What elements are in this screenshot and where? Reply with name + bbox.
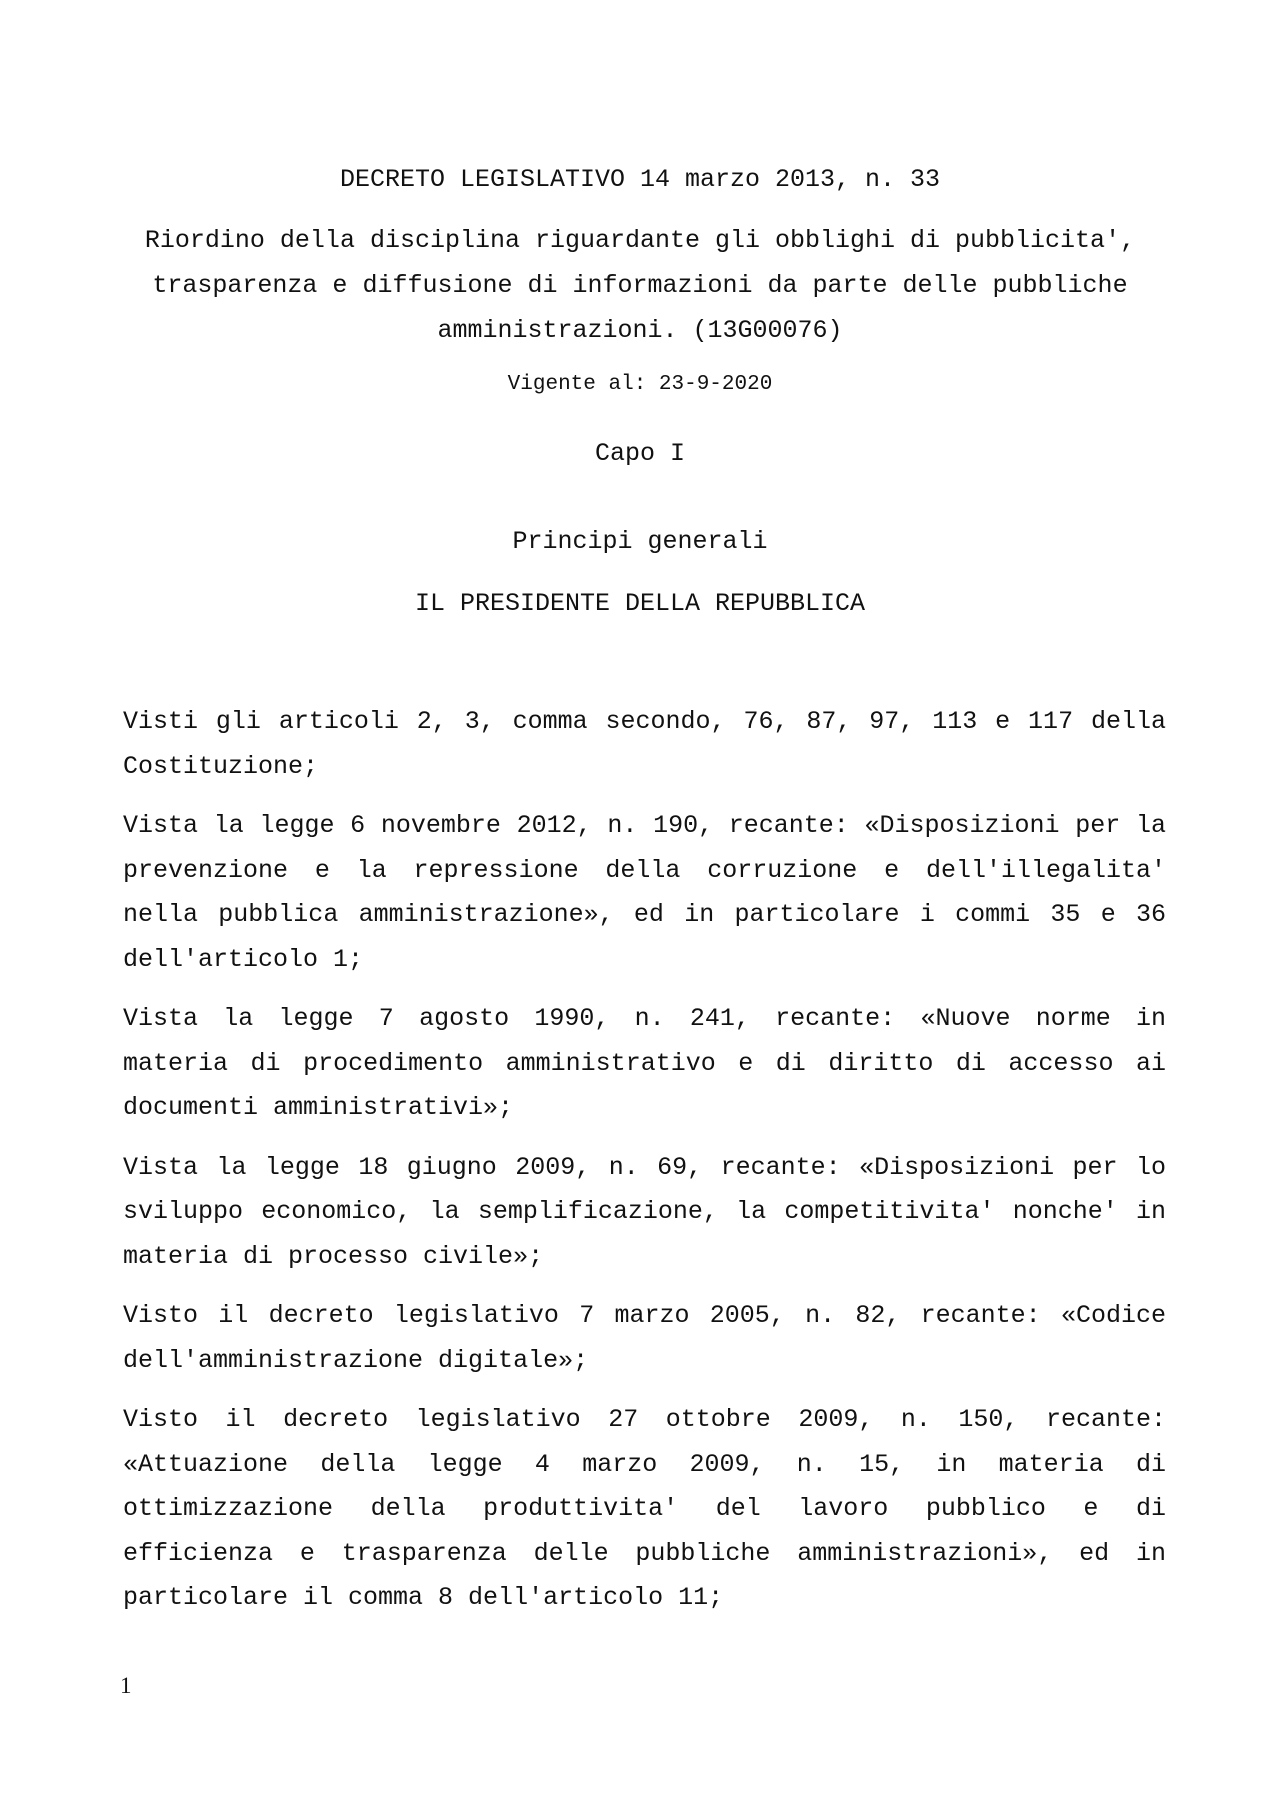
chapter-heading: Capo I — [594, 439, 685, 468]
preamble-paragraph: Visto il decreto legislativo 27 ottobre 2009, n. 150, recante: «Attuazione della legge 4 marzo 2009, n. 15, in materia di ottimizzazione della produttivita' del lavoro pubblico e di efficienza e trasparenza delle pubbliche amministrazioni», ed in particolare il comma 8 dell'articolo 11; — [123, 1405, 1166, 1612]
vigente-date: Vigente al: 23-9-2020 — [507, 373, 773, 396]
subtitle-line: Riordino della disciplina riguardante gli obblighi di pubblicita', — [144, 226, 1136, 255]
preamble-body — [123, 700, 1166, 1636]
page-number: 1 — [120, 1673, 132, 1698]
subtitle-line: trasparenza e diffusione di informazioni da parte delle pubbliche — [152, 271, 1128, 300]
preamble-paragraph: Visti gli articoli 2, 3, comma secondo, 76, 87, 97, 113 e 117 della Costituzione; — [123, 707, 1166, 781]
preamble-paragraph: Visto il decreto legislativo 7 marzo 2005, n. 82, recante: «Codice dell'amministrazione digitale»; — [123, 1301, 1166, 1375]
chapter-title: Principi generali — [512, 527, 768, 556]
preamble-paragraph: Vista la legge 7 agosto 1990, n. 241, recante: «Nuove norme in materia di procedimento amministrativo e di diritto di accesso ai documenti amministrativi»; — [123, 1004, 1166, 1122]
issuer-heading: IL PRESIDENTE DELLA REPUBBLICA — [414, 589, 866, 618]
preamble-paragraph: Vista la legge 18 giugno 2009, n. 69, recante: «Disposizioni per lo sviluppo economico, la semplificazione, la competitivita' nonche' in materia di processo civile»; — [123, 1152, 1166, 1271]
decree-subtitle — [0, 218, 1280, 353]
decree-title: DECRETO LEGISLATIVO 14 marzo 2013, n. 33 — [339, 165, 941, 194]
preamble-paragraph: Vista la legge 6 novembre 2012, n. 190, recante: «Disposizioni per la prevenzione e la repressione della corruzione e dell'illegalita' nella pubblica amministrazione», ed in particolare i commi 35 e 36 dell'articolo 1; — [123, 811, 1166, 974]
subtitle-line: amministrazioni. (13G00076) — [437, 316, 843, 345]
